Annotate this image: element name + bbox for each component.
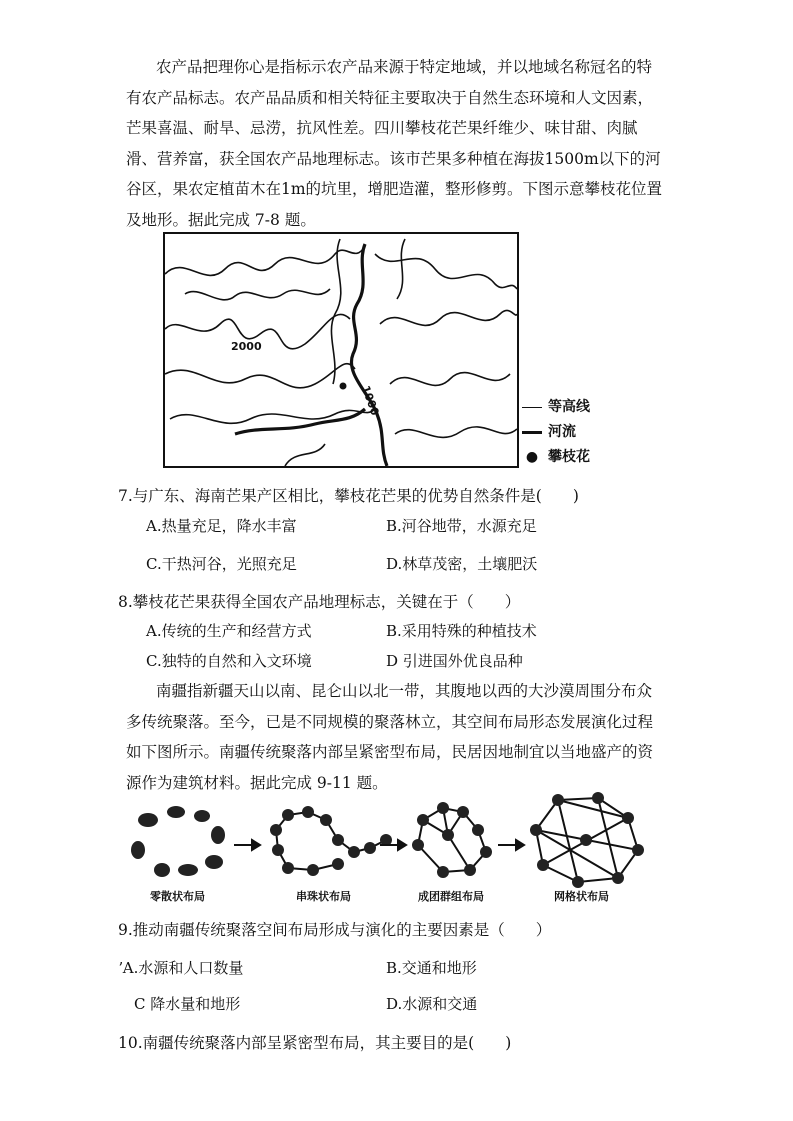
stage-label-grid: 网格状布局 — [554, 890, 609, 903]
intro-paragraph-settlement: 南疆指新疆天山以南、昆仑山以北一带，其腹地以西的大沙漠周围分布众多传统聚落。至今，已是不同规模的聚落林立，其空间布局形态发展演化过程如下图所示。南疆传统聚落内部呈紧密型布局，民居因地制宜以当地盛产的资源作为建筑材料。据此完成 9-11 题。 — [126, 682, 654, 792]
q9-option-a: ʼA.水源和人口数量 — [118, 959, 244, 977]
question-10: 10.南疆传统聚落内部呈紧密型布局，其主要目的是( ) — [118, 1034, 512, 1052]
q7-option-c: C.干热河谷，光照充足 — [146, 555, 297, 573]
contour-line — [285, 444, 325, 466]
contour-line — [165, 246, 365, 275]
q9-option-c: C 降水量和地形 — [134, 995, 241, 1013]
q9-option-b: B.交通和地形 — [386, 959, 477, 977]
contour-line — [331, 239, 340, 384]
q7-option-a: A.热量充足，降水丰富 — [146, 517, 297, 535]
contour-line — [185, 289, 330, 300]
stage-string-figure — [270, 806, 392, 876]
question-8: 8.攀枝花芒果获得全国农产品地理标志，关键在于（ ） — [118, 593, 521, 611]
contour-line — [390, 373, 510, 386]
question-9: 9.推动南疆传统聚落空间布局形成与演化的主要因素是（ ） — [118, 921, 552, 939]
q7-option-d: D.林草茂密，土壤肥沃 — [386, 555, 538, 573]
q8-option-c: C.独特的自然和入文环境 — [146, 652, 312, 670]
q8-option-a: A.传统的生产和经营方式 — [146, 622, 312, 640]
contour-label-2000: 2000 — [231, 340, 262, 353]
contour-line — [170, 409, 375, 423]
contour-line — [397, 239, 405, 299]
settlement-evolution-diagram — [118, 790, 678, 908]
q7-option-b: B.河谷地带，水源充足 — [386, 517, 537, 535]
river-line — [235, 409, 365, 434]
panzhihua-city-dot — [340, 383, 347, 390]
city-dot-icon: ● — [525, 449, 539, 465]
q9-option-d: D.水源和交通 — [386, 995, 478, 1013]
q8-option-b: B.采用特殊的种植技术 — [386, 622, 537, 640]
legend-contour: 等高线 — [522, 396, 590, 418]
contour-line — [395, 427, 517, 438]
arrow-icon — [234, 840, 260, 850]
arrow-icon — [498, 840, 524, 850]
contour-line — [165, 364, 355, 388]
q8-option-d: D 引进国外优良品种 — [386, 652, 523, 670]
contour-line — [375, 254, 517, 289]
stage-scattered-figure — [131, 806, 225, 877]
contour-line-icon — [522, 407, 542, 408]
legend-river: 河流 — [522, 421, 576, 443]
settlement-stages-drawing — [118, 790, 678, 890]
river-line-icon — [522, 431, 542, 434]
stage-label-cluster: 成团群组布局 — [418, 890, 484, 903]
contour-label-1000: 1000 — [358, 384, 382, 418]
contour-map-drawing — [165, 234, 517, 466]
legend-city: ● 攀枝花 — [522, 446, 590, 468]
river-line — [351, 244, 387, 466]
terrain-map — [163, 232, 519, 468]
question-7: 7.与广东、海南芒果产区相比，攀枝花芒果的优势自然条件是( ) — [118, 487, 579, 505]
stage-grid-figure — [530, 792, 644, 888]
intro-paragraph-mango: 农产品把理你心是指标示农产品来源于特定地域，并以地域名称冠名的特有农产品标志。农产品品质和相关特征主要取决于自然生态环境和人文因素，芒果喜温、耐旱、忌涝，抗风性差。四川攀枝花芒果纤维少、味甘甜、肉腻滑、营养富，获全国农产品地理标志。该市芒果多种植在海拔1500m以下的河谷区，果农定植苗木在1m的坑里，增肥造灌，整形修剪。下图示意攀枝花位置及地形。据此完成 7-8 题。 — [126, 58, 663, 229]
contour-line — [380, 310, 517, 325]
stage-label-scattered: 零散状布局 — [150, 890, 205, 903]
stage-label-string: 串珠状布局 — [296, 890, 351, 903]
stage-cluster-figure — [412, 802, 492, 878]
